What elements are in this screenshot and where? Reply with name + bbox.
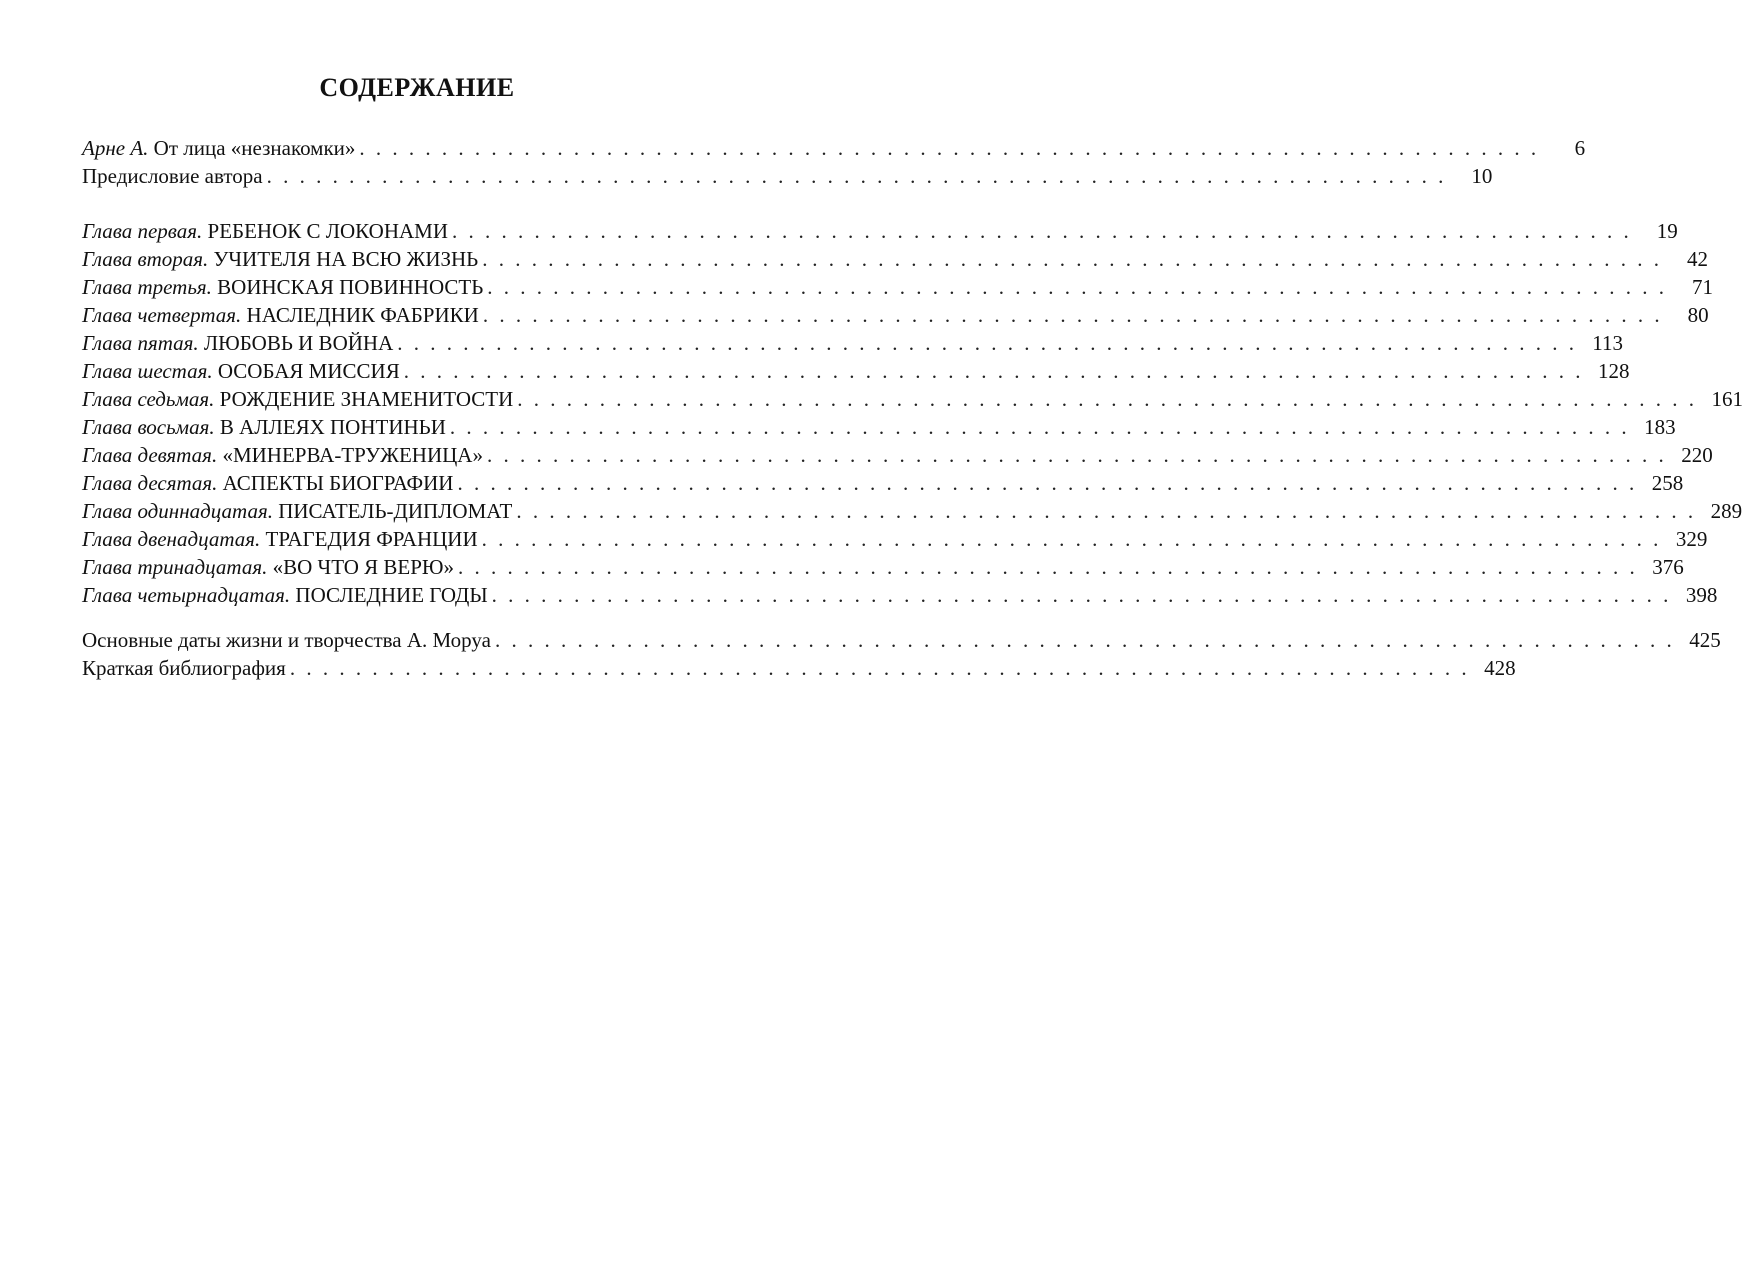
chapter-title: РЕБЕНОК С ЛОКОНАМИ (207, 219, 448, 243)
toc-entry-text (82, 581, 488, 609)
toc-page-number: 6 (1574, 136, 1586, 160)
chapter-title: НАСЛЕДНИК ФАБРИКИ (246, 303, 479, 327)
toc-entry-heading: Основные даты жизни и творчества А. Моруа (82, 628, 491, 652)
chapter-number: Глава восьмая (82, 415, 210, 439)
toc-entry-author: Арне А. (82, 136, 149, 160)
chapter-separator: . (262, 555, 273, 579)
chapter-separator: . (284, 583, 296, 607)
toc-page-number: 289 (1710, 499, 1743, 523)
chapter-title: ПИСАТЕЛЬ-ДИПЛОМАТ (278, 499, 513, 523)
chapter-number: Глава десятая (82, 471, 213, 495)
chapter-title: РОЖДЕНИЕ ЗНАМЕНИТОСТИ (219, 387, 514, 411)
toc-entry-text (82, 413, 446, 441)
dot-leader (517, 385, 1697, 413)
chapter-separator: . (267, 499, 279, 523)
toc-entry-text (82, 626, 491, 654)
toc-page-number: 425 (1689, 628, 1721, 652)
dot-leader (290, 654, 1470, 682)
chapter-separator: . (209, 415, 220, 439)
dot-leader (404, 357, 1584, 385)
chapter-number: Глава одиннадцатая (82, 499, 268, 523)
chapter-number: Глава шестая (82, 359, 208, 383)
chapter-title: ОСОБАЯ МИССИЯ (217, 359, 400, 383)
page-title: СОДЕРЖАНИЕ (319, 73, 515, 102)
toc-chapter-entry (82, 329, 1623, 357)
chapter-separator: . (193, 331, 204, 355)
chapter-title: ЛЮБОВЬ И ВОЙНА (203, 331, 394, 355)
chapter-title: УЧИТЕЛЯ НА ВСЮ ЖИЗНЬ (213, 247, 479, 271)
toc-page-number: 161 (1711, 387, 1743, 411)
toc-chapter-entry (82, 301, 1709, 329)
toc-page-number: 428 (1484, 656, 1516, 680)
chapter-number: Глава четырнадцатая (82, 583, 285, 607)
toc-front-matter (82, 134, 1586, 190)
toc-entry-text (82, 497, 512, 525)
toc-entry (82, 626, 1721, 654)
chapter-number: Глава четвертая (82, 303, 237, 327)
toc-chapter-entry (82, 525, 1708, 553)
toc-entry-text (82, 553, 454, 581)
toc-entry-text (82, 134, 355, 162)
chapter-title: ПОСЛЕДНИЕ ГОДЫ (295, 583, 488, 607)
chapter-number: Глава двенадцатая (82, 527, 256, 551)
toc-page-number: 71 (1692, 275, 1714, 299)
dot-leader (267, 162, 1447, 190)
dot-leader (450, 413, 1630, 441)
dot-leader (482, 525, 1662, 553)
toc-entry-text (82, 301, 479, 329)
chapter-separator: . (212, 471, 223, 495)
toc-chapter-entry (82, 581, 1718, 609)
chapter-title: ВОИНСКАЯ ПОВИННОСТЬ (217, 275, 484, 299)
toc-entry-text (82, 525, 478, 553)
toc-page-number: 80 (1687, 303, 1709, 327)
chapter-separator: . (207, 359, 218, 383)
chapter-title: В АЛЛЕЯХ ПОНТИНЬИ (219, 415, 446, 439)
toc-entry-text (82, 654, 286, 682)
toc-entry-heading: Краткая библиография (82, 656, 286, 680)
dot-leader (452, 217, 1632, 245)
dot-leader (458, 553, 1638, 581)
chapter-separator: . (203, 247, 214, 271)
toc-page-number: 183 (1644, 415, 1676, 439)
toc-chapter-entry (82, 245, 1708, 273)
toc-entry-text (82, 245, 478, 273)
toc-page-number: 19 (1656, 219, 1678, 243)
toc-entry-text (82, 329, 393, 357)
toc-entry-text (82, 217, 448, 245)
dot-leader (359, 134, 1539, 162)
toc-chapter-entry (82, 385, 1743, 413)
chapter-separator: . (236, 303, 247, 327)
chapter-separator: . (206, 275, 218, 299)
dot-leader (516, 497, 1696, 525)
toc-chapter-entry (82, 553, 1684, 581)
dot-leader (495, 626, 1675, 654)
dot-leader (482, 245, 1662, 273)
chapter-number: Глава третья (82, 275, 207, 299)
toc-page-number: 376 (1652, 555, 1684, 579)
toc-page-number: 10 (1471, 164, 1493, 188)
chapter-separator: . (209, 387, 220, 411)
toc-chapter-entry (82, 413, 1676, 441)
chapter-title: АСПЕКТЫ БИОГРАФИИ (222, 471, 454, 495)
chapter-title: «МИНЕРВА-ТРУЖЕНИЦА» (222, 443, 483, 467)
toc-entry-text (82, 357, 400, 385)
toc-entry-text (82, 162, 263, 190)
toc-page-number: 258 (1651, 471, 1684, 495)
toc-back-matter (82, 626, 1721, 682)
toc-entry-text (82, 441, 483, 469)
chapter-number: Глава вторая (82, 247, 204, 271)
toc-page-number: 128 (1597, 359, 1630, 383)
toc-page-number: 398 (1685, 583, 1718, 607)
dot-leader (487, 273, 1667, 301)
toc-entry (82, 134, 1586, 162)
chapter-separator: . (197, 219, 208, 243)
dot-leader (492, 581, 1672, 609)
toc-chapter-entry (82, 441, 1713, 469)
dot-leader (487, 441, 1667, 469)
toc-page-number: 329 (1675, 527, 1708, 551)
dot-leader (397, 329, 1577, 357)
toc-entry-text (82, 385, 513, 413)
toc-page-number: 220 (1681, 443, 1713, 467)
toc-entry-text (82, 469, 453, 497)
dot-leader (483, 301, 1663, 329)
toc-entry-heading: От лица «незнакомки» (153, 136, 356, 160)
toc-chapters (82, 217, 1743, 609)
toc-chapter-entry (82, 497, 1743, 525)
toc-chapter-entry (82, 217, 1678, 245)
chapter-title: ТРАГЕДИЯ ФРАНЦИИ (265, 527, 478, 551)
toc-chapter-entry (82, 273, 1714, 301)
toc-chapter-entry (82, 357, 1630, 385)
chapter-number: Глава девятая (82, 443, 212, 467)
chapter-separator: . (211, 443, 223, 467)
chapter-separator: . (255, 527, 266, 551)
toc-chapter-entry (82, 469, 1684, 497)
toc-page-number: 42 (1686, 247, 1708, 271)
toc-entry-text (82, 273, 483, 301)
toc-entry (82, 162, 1493, 190)
chapter-number: Глава тринадцатая (82, 555, 263, 579)
chapter-number: Глава седьмая (82, 387, 210, 411)
chapter-number: Глава первая (82, 219, 198, 243)
chapter-number: Глава пятая (82, 331, 194, 355)
toc-page-number: 113 (1592, 331, 1623, 355)
dot-leader (457, 469, 1637, 497)
chapter-title: «ВО ЧТО Я ВЕРЮ» (272, 555, 455, 579)
toc-entry-heading: Предисловие автора (82, 164, 263, 188)
toc-entry (82, 654, 1516, 682)
